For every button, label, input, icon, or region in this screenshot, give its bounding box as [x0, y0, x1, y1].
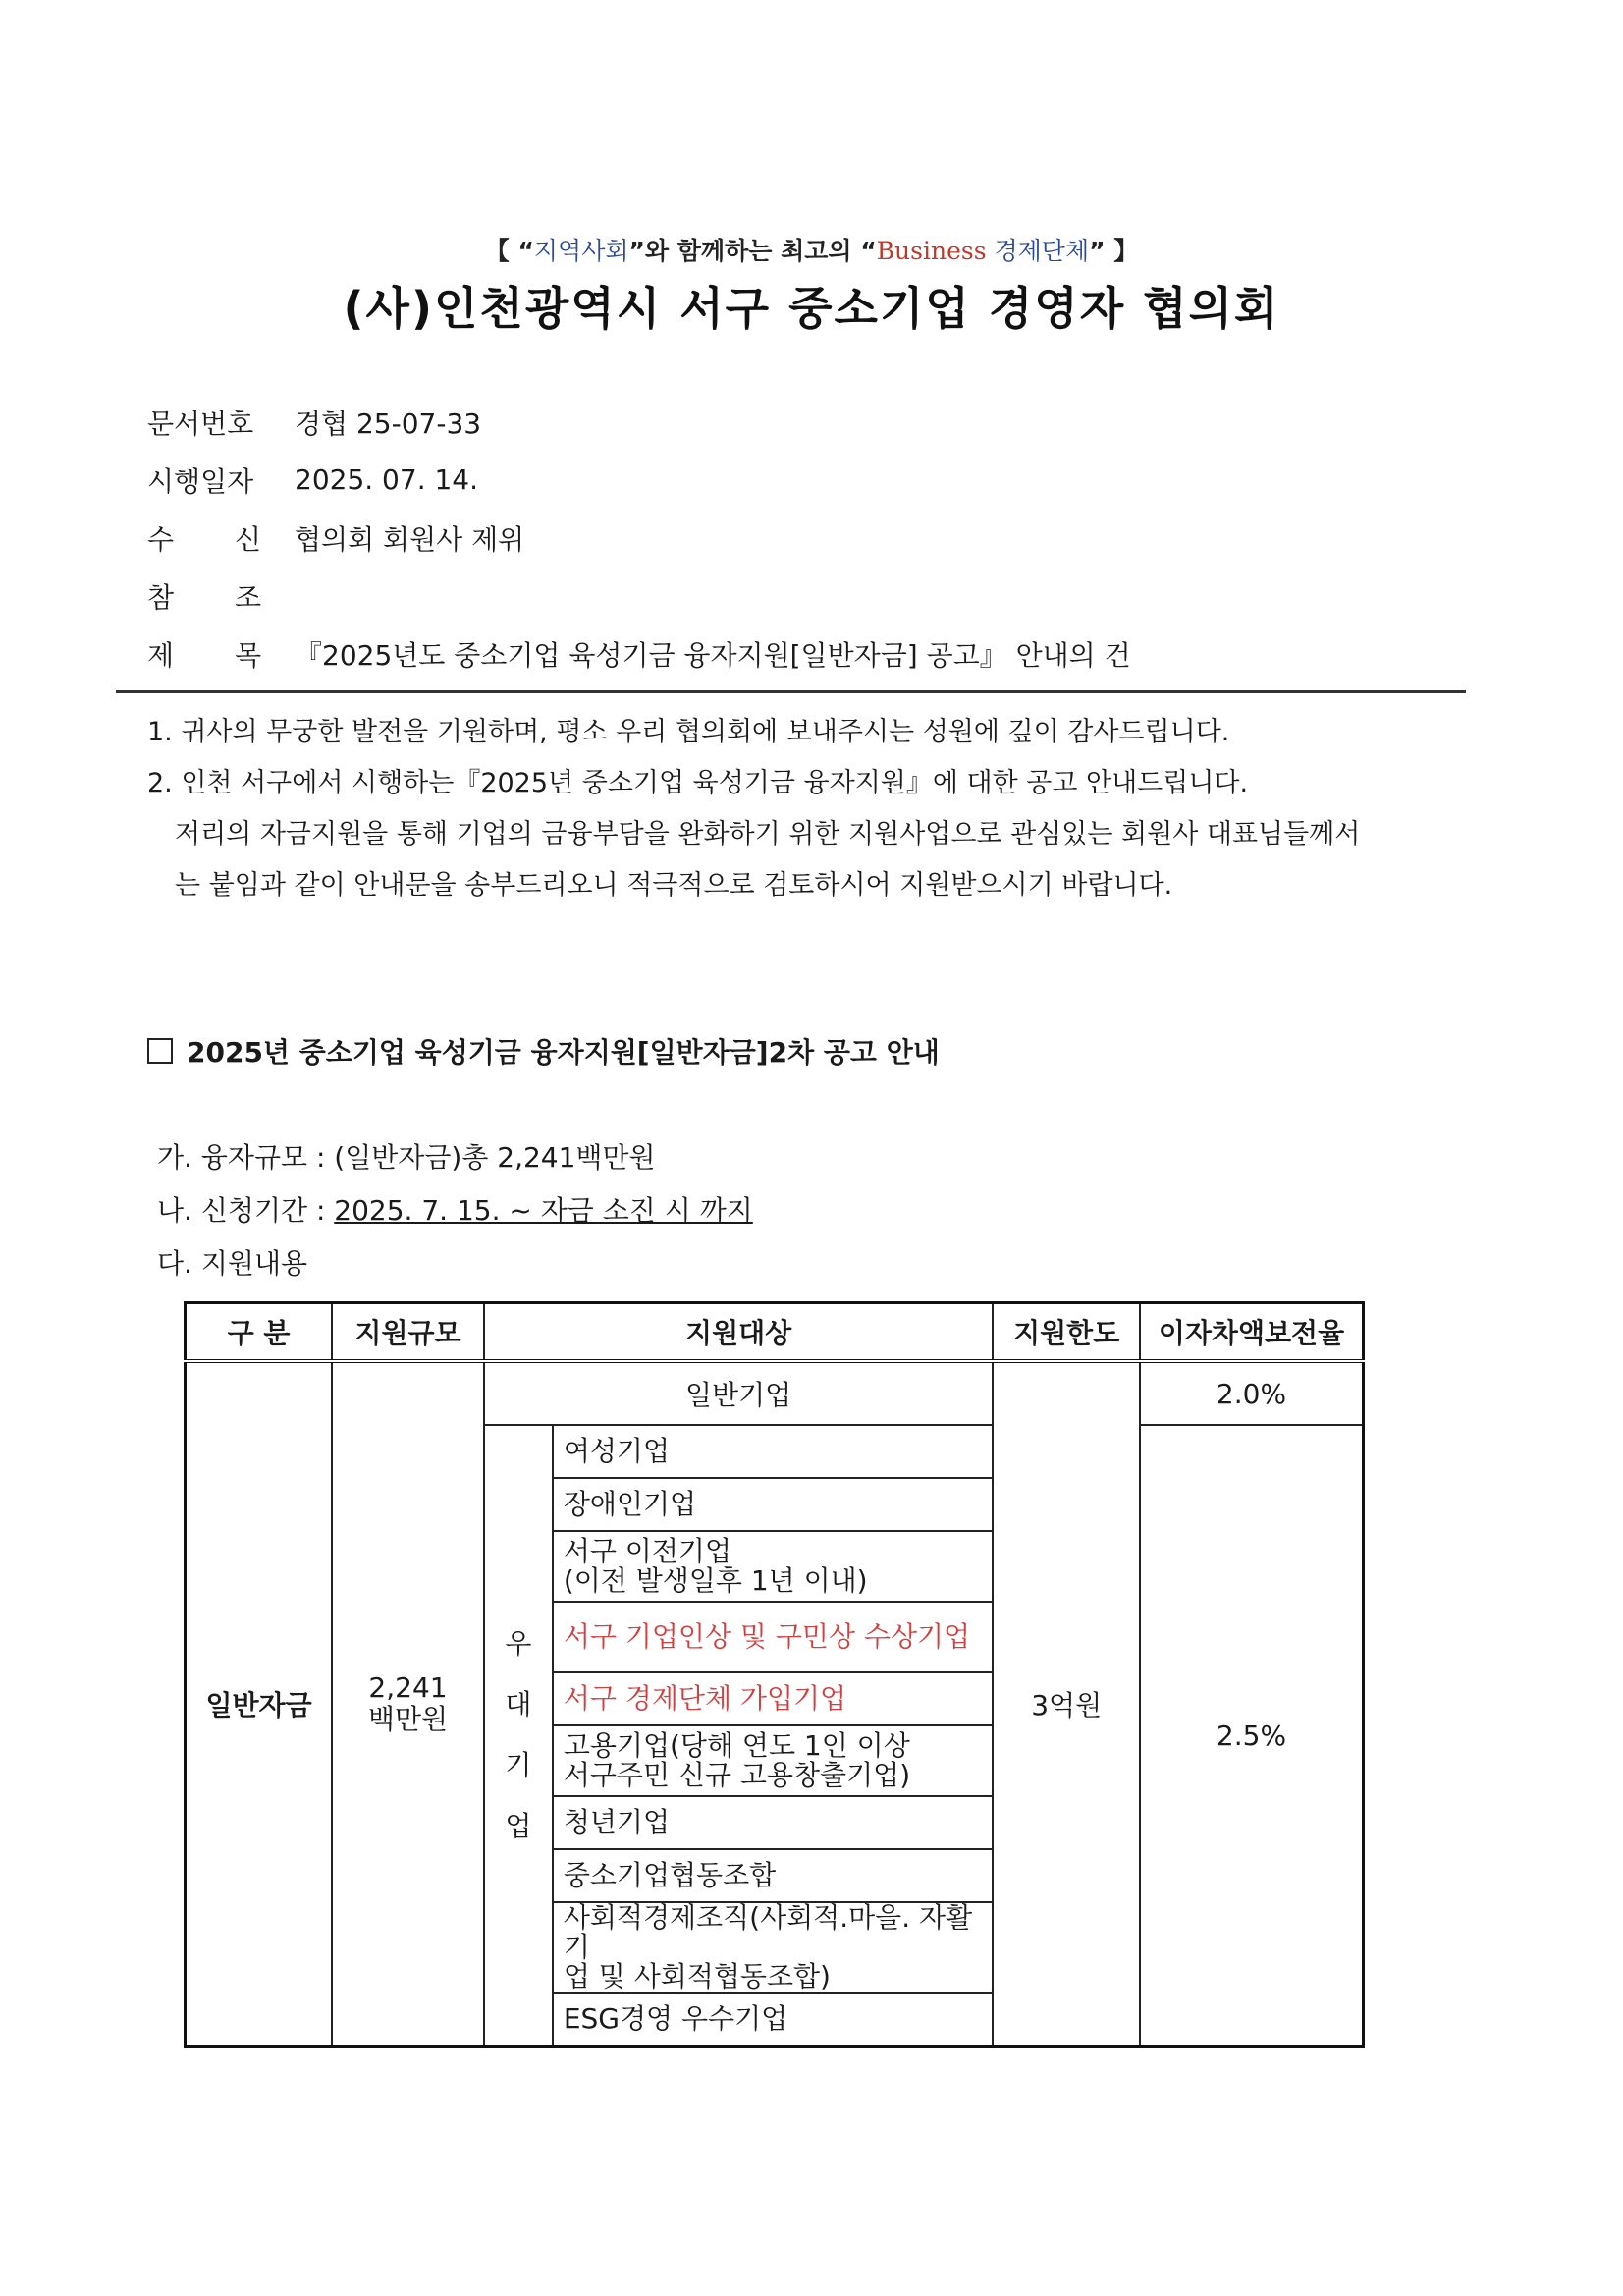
announcement-items — [157, 1129, 753, 1288]
cell-priority-label — [484, 1425, 553, 2047]
support-table — [184, 1301, 1365, 2048]
cell-priority-item-highlight: 서구 기업인상 및 구민상 수상기업 — [553, 1602, 994, 1672]
meta-value: 협의회 회원사 제위 — [295, 522, 525, 556]
divider-line — [116, 690, 1466, 693]
slogan-mid: ”와 함께하는 최고의 “ — [628, 237, 877, 265]
priority-char: 업 — [505, 1810, 532, 1842]
checkbox-icon — [147, 1038, 173, 1064]
slogan-business: Business — [876, 237, 987, 265]
organization-title: (사)인천광역시 서구 중소기업 경영자 협의회 — [343, 282, 1280, 335]
table-row — [186, 1361, 1364, 1425]
meta-label-b: 조 — [234, 580, 261, 614]
body-line-1: 1. 귀사의 무궁한 발전을 기원하며, 평소 우리 협의회에 보내주시는 성원에 깊이 감사드립니다. — [147, 717, 1230, 747]
meta-date — [147, 451, 1131, 509]
priority-char: 기 — [505, 1749, 532, 1781]
cell-priority-rate: 2.5% — [1140, 1425, 1364, 2047]
meta-label — [147, 519, 261, 558]
cell-priority-item: 사회적경제조직(사회적.마을. 자활기 업 및 사회적협동조합) — [553, 1902, 994, 1993]
slogan-close: ” 】 — [1089, 237, 1139, 265]
item-loan-scale: 가. 융자규모 : (일반자금)총 2,241백만원 — [157, 1141, 656, 1174]
header-target: 지원대상 — [484, 1303, 993, 1362]
priority-char: 대 — [505, 1688, 532, 1721]
cell-scale-amount: 2,241 — [368, 1671, 448, 1704]
cell-category: 일반자금 — [186, 1361, 333, 2047]
meta-label — [147, 634, 261, 674]
meta-label-a: 참 — [147, 580, 175, 614]
item-application-period — [157, 1182, 753, 1235]
header-category: 구 분 — [186, 1303, 333, 1362]
meta-label — [147, 576, 261, 616]
header-rate: 이자차액보전율 — [1140, 1303, 1364, 1362]
cell-priority-item: 고용기업(당해 연도 1인 이상 서구주민 신규 고용창출기업) — [553, 1725, 994, 1796]
header-limit: 지원한도 — [993, 1303, 1140, 1362]
body-line-2: 2. 인천 서구에서 시행하는『2025년 중소기업 육성기금 융자지원』에 대한 공고 안내드립니다. — [147, 768, 1249, 798]
cell-priority-item: ESG경영 우수기업 — [553, 1993, 994, 2047]
cell-limit: 3억원 — [993, 1361, 1140, 2047]
document-meta — [147, 393, 1131, 683]
meta-value: 『2025년도 중소기업 육성기금 융자지원[일반자금] 공고』 안내의 건 — [295, 638, 1131, 672]
item-support-content: 다. 지원내용 — [157, 1247, 308, 1280]
meta-label: 시행일자 — [147, 465, 254, 498]
cell-priority-item: 중소기업협동조합 — [553, 1849, 994, 1902]
table-header-row — [186, 1303, 1364, 1362]
cell-priority-item-highlight: 서구 경제단체 가입기업 — [553, 1672, 994, 1725]
cell-scale — [332, 1361, 484, 2047]
meta-value: 2025. 07. 14. — [295, 464, 479, 496]
slogan-community: 지역사회 — [533, 237, 629, 265]
slogan-economic: 경제단체 — [986, 237, 1090, 265]
meta-label: 문서번호 — [147, 407, 254, 440]
meta-value: 경협 25-07-33 — [295, 407, 482, 440]
section-title-text: 2025년 중소기업 육성기금 융자지원[일반자금]2차 공고 안내 — [187, 1036, 940, 1068]
cell-priority-item: 서구 이전기업 (이전 발생일후 1년 이내) — [553, 1531, 994, 1602]
priority-char: 우 — [505, 1627, 532, 1660]
body-line-4: 는 붙임과 같이 안내문을 송부드리오니 적극적으로 검토하시어 지원받으시기 바랍니다. — [175, 870, 1173, 901]
slogan — [0, 232, 1623, 267]
meta-label-a: 수 — [147, 522, 175, 556]
meta-recipient — [147, 509, 1131, 567]
meta-doc-number — [147, 393, 1131, 451]
cell-priority-item: 여성기업 — [553, 1425, 994, 1478]
item-period-label: 나. 신청기간 : — [157, 1194, 326, 1227]
cell-priority-item: 청년기업 — [553, 1796, 994, 1849]
cell-general-rate: 2.0% — [1140, 1361, 1364, 1425]
meta-label-b: 목 — [234, 638, 261, 672]
section-title — [147, 1031, 940, 1070]
cell-priority-item: 장애인기업 — [553, 1478, 994, 1531]
cell-scale-unit: 백만원 — [367, 1703, 449, 1735]
meta-subject — [147, 625, 1131, 683]
body-text — [147, 707, 1492, 911]
body-line-3: 저리의 자금지원을 통해 기업의 금융부담을 완화하기 위한 지원사업으로 관심있는 회원사 대표님들께서 — [175, 819, 1361, 849]
header-scale: 지원규모 — [332, 1303, 484, 1362]
cell-general: 일반기업 — [484, 1361, 993, 1425]
item-period-value: 2025. 7. 15. ~ 자금 소진 시 까지 — [334, 1194, 753, 1227]
meta-label-b: 신 — [234, 522, 261, 556]
meta-label-a: 제 — [147, 638, 175, 672]
meta-reference — [147, 567, 1131, 625]
slogan-open: 【 “ — [484, 237, 534, 265]
